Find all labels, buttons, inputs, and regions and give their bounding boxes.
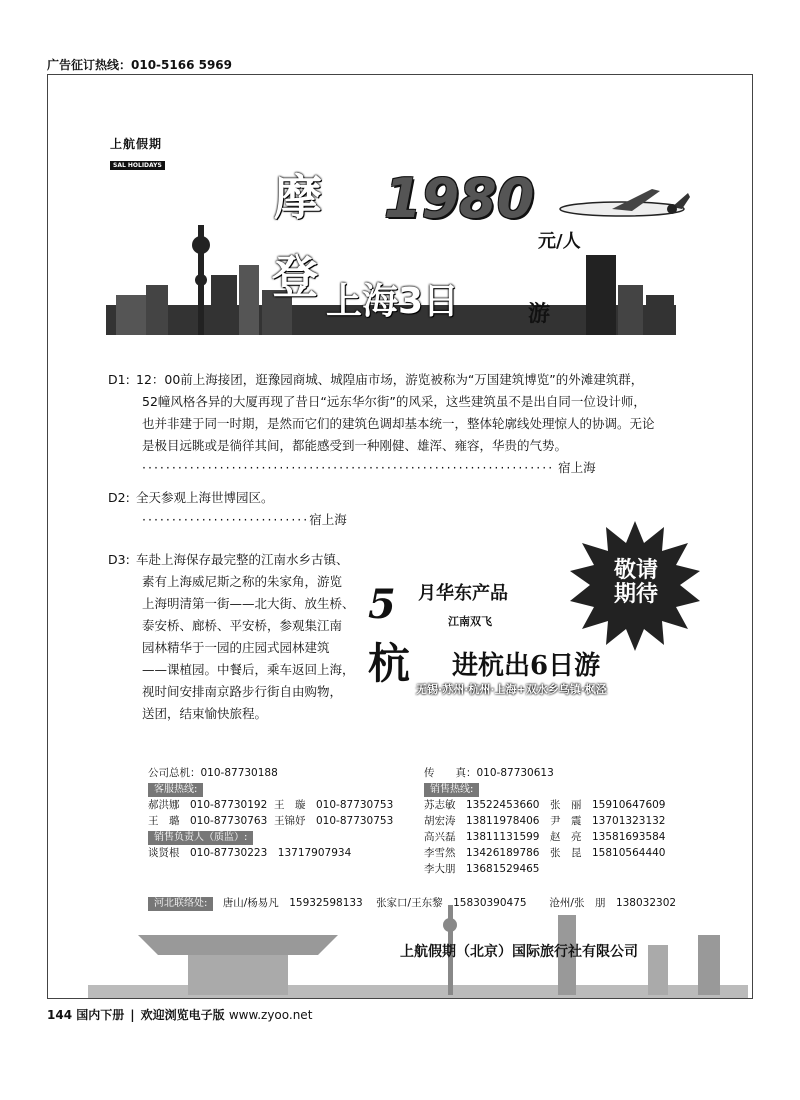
logo-tag: SAL HOLIDAYS (110, 161, 165, 170)
ad-hotline: 广告征订热线：010-5166 5969 (47, 58, 233, 72)
hebei-contact: 沧州/张 朋 138032302 (549, 897, 677, 909)
day-text-line: 全天参观上海世博园区。 (136, 490, 274, 505)
badge-line: 期待 (613, 582, 658, 607)
promo-hang-char: 杭 (368, 639, 411, 688)
day-text-line: 泰安桥、廊桥、平安桥，参观集江南 (142, 618, 343, 633)
page-footer (47, 1006, 312, 1023)
quality-header: 销售负责人（质监）: (148, 831, 253, 845)
day-text-line: 视时间安排南京路步行街自由购物， (142, 684, 343, 699)
day-label: D1: (108, 372, 130, 387)
day-text-line: 素有上海威尼斯之称的朱家角，游览 (142, 574, 343, 589)
dot-leader: ····································································· (142, 460, 555, 475)
section-name: 国内下册 (76, 1008, 125, 1022)
price-unit: 元/人 (538, 231, 581, 252)
promo-double-flight: 江南双飞 (448, 615, 492, 628)
day-text-line: 52幢风格各异的大厦再现了昔日“远东华尔街”的风采，这些建筑虽不是出自同一位设计师， (142, 394, 646, 409)
contact-row: 李大朋 13681529465 (424, 863, 540, 875)
company-name: 上航假期（北京）国际旅行社有限公司 (400, 944, 638, 960)
title-char-2: 登 (272, 250, 318, 304)
price-value: 1980 (384, 167, 535, 230)
title-char-1: 摩 (274, 170, 323, 226)
ad-frame (47, 74, 753, 999)
day-text-line: 送团，结束愉快旅程。 (142, 706, 268, 721)
itinerary-day-3 (108, 549, 358, 725)
promo-block (368, 575, 708, 705)
promo-trip-title: 进杭出6日游 (452, 651, 601, 681)
footer-slogan: 欢迎浏览电子版 (140, 1008, 225, 1022)
day-label: D3: (108, 552, 130, 567)
day-text-line: ——课植园。中餐后，乘车返回上海， (142, 662, 355, 677)
logo-name: 上航假期 (110, 137, 163, 151)
promo-month-text: 月华东产品 (418, 583, 508, 604)
dot-leader: ···························· (142, 512, 310, 527)
day-text-line: 园林精华于一园的庄园式园林建筑 (142, 640, 330, 655)
day-text-line: 是极目远眺或是徜徉其间，都能感受到一种刚健、雄浑、雍容，华贵的气势。 (142, 438, 568, 453)
contact-row: 高兴磊 13811131599 赵 亮 13581693584 (424, 831, 666, 843)
contact-row: 胡宏涛 13811978406 尹 震 13701323132 (424, 815, 666, 827)
day-text-line: 12：00前上海接团，逛豫园商城、城隍庙市场，游览被称为“万国建筑博览”的外滩建筑群， (136, 372, 644, 387)
airplane-icon (542, 187, 692, 227)
promo-month-number: 5 (368, 581, 396, 628)
company-logo (110, 135, 202, 169)
contact-row: 李雪然 13426189786 张 昆 15810564440 (424, 847, 666, 859)
day-text-line: 车赴上海保存最完整的江南水乡古镇、 (136, 552, 349, 567)
itinerary-day-1 (108, 369, 668, 479)
overnight-stay: 宿上海 (558, 460, 596, 475)
sales-header: 销售热线: (424, 783, 479, 797)
day-label: D2: (108, 490, 130, 505)
title-destination: 上海3日 (326, 281, 460, 322)
hebei-contact: 唐山/杨易凡 15932598133 (222, 897, 363, 909)
page-number: 144 (47, 1008, 73, 1022)
service-header: 客服热线: (148, 783, 203, 797)
contacts-left (148, 765, 408, 861)
contacts-right (424, 765, 724, 877)
footer-url: www.zyoo.net (228, 1008, 313, 1022)
separator: | (130, 1008, 135, 1022)
overnight-stay: 宿上海 (309, 512, 347, 527)
day-text-line: 也并非建于同一时期，是然而它们的建筑色调却基本统一，整体轮廓线处理惊人的协调。无论 (142, 416, 655, 431)
hebei-office (148, 895, 708, 911)
promo-route: 无锡·苏州·杭州·上海+双水乡乌镇·枫泾 (416, 683, 607, 696)
title-tour: 游 (528, 302, 551, 327)
quality-contact: 谈贤根 010-87730223 13717907934 (148, 847, 352, 859)
contact-row: 王 璐 010-87730763 王锦妤 010-87730753 (148, 815, 394, 827)
day-text-line: 上海明清第一街——北大街、放生桥、 (142, 596, 355, 611)
fax-number: 传 真：010-87730613 (424, 767, 554, 779)
contact-row: 苏志敏 13522453660 张 丽 15910647609 (424, 799, 666, 811)
contact-row: 郝洪娜 010-87730192 王 璇 010-87730753 (148, 799, 394, 811)
hebei-contact: 张家口/王东黎 15830390475 (376, 897, 527, 909)
hebei-header: 河北联络处: (148, 897, 213, 911)
badge-line: 敬请 (613, 558, 658, 583)
main-phone: 公司总机：010-87730188 (148, 767, 278, 779)
